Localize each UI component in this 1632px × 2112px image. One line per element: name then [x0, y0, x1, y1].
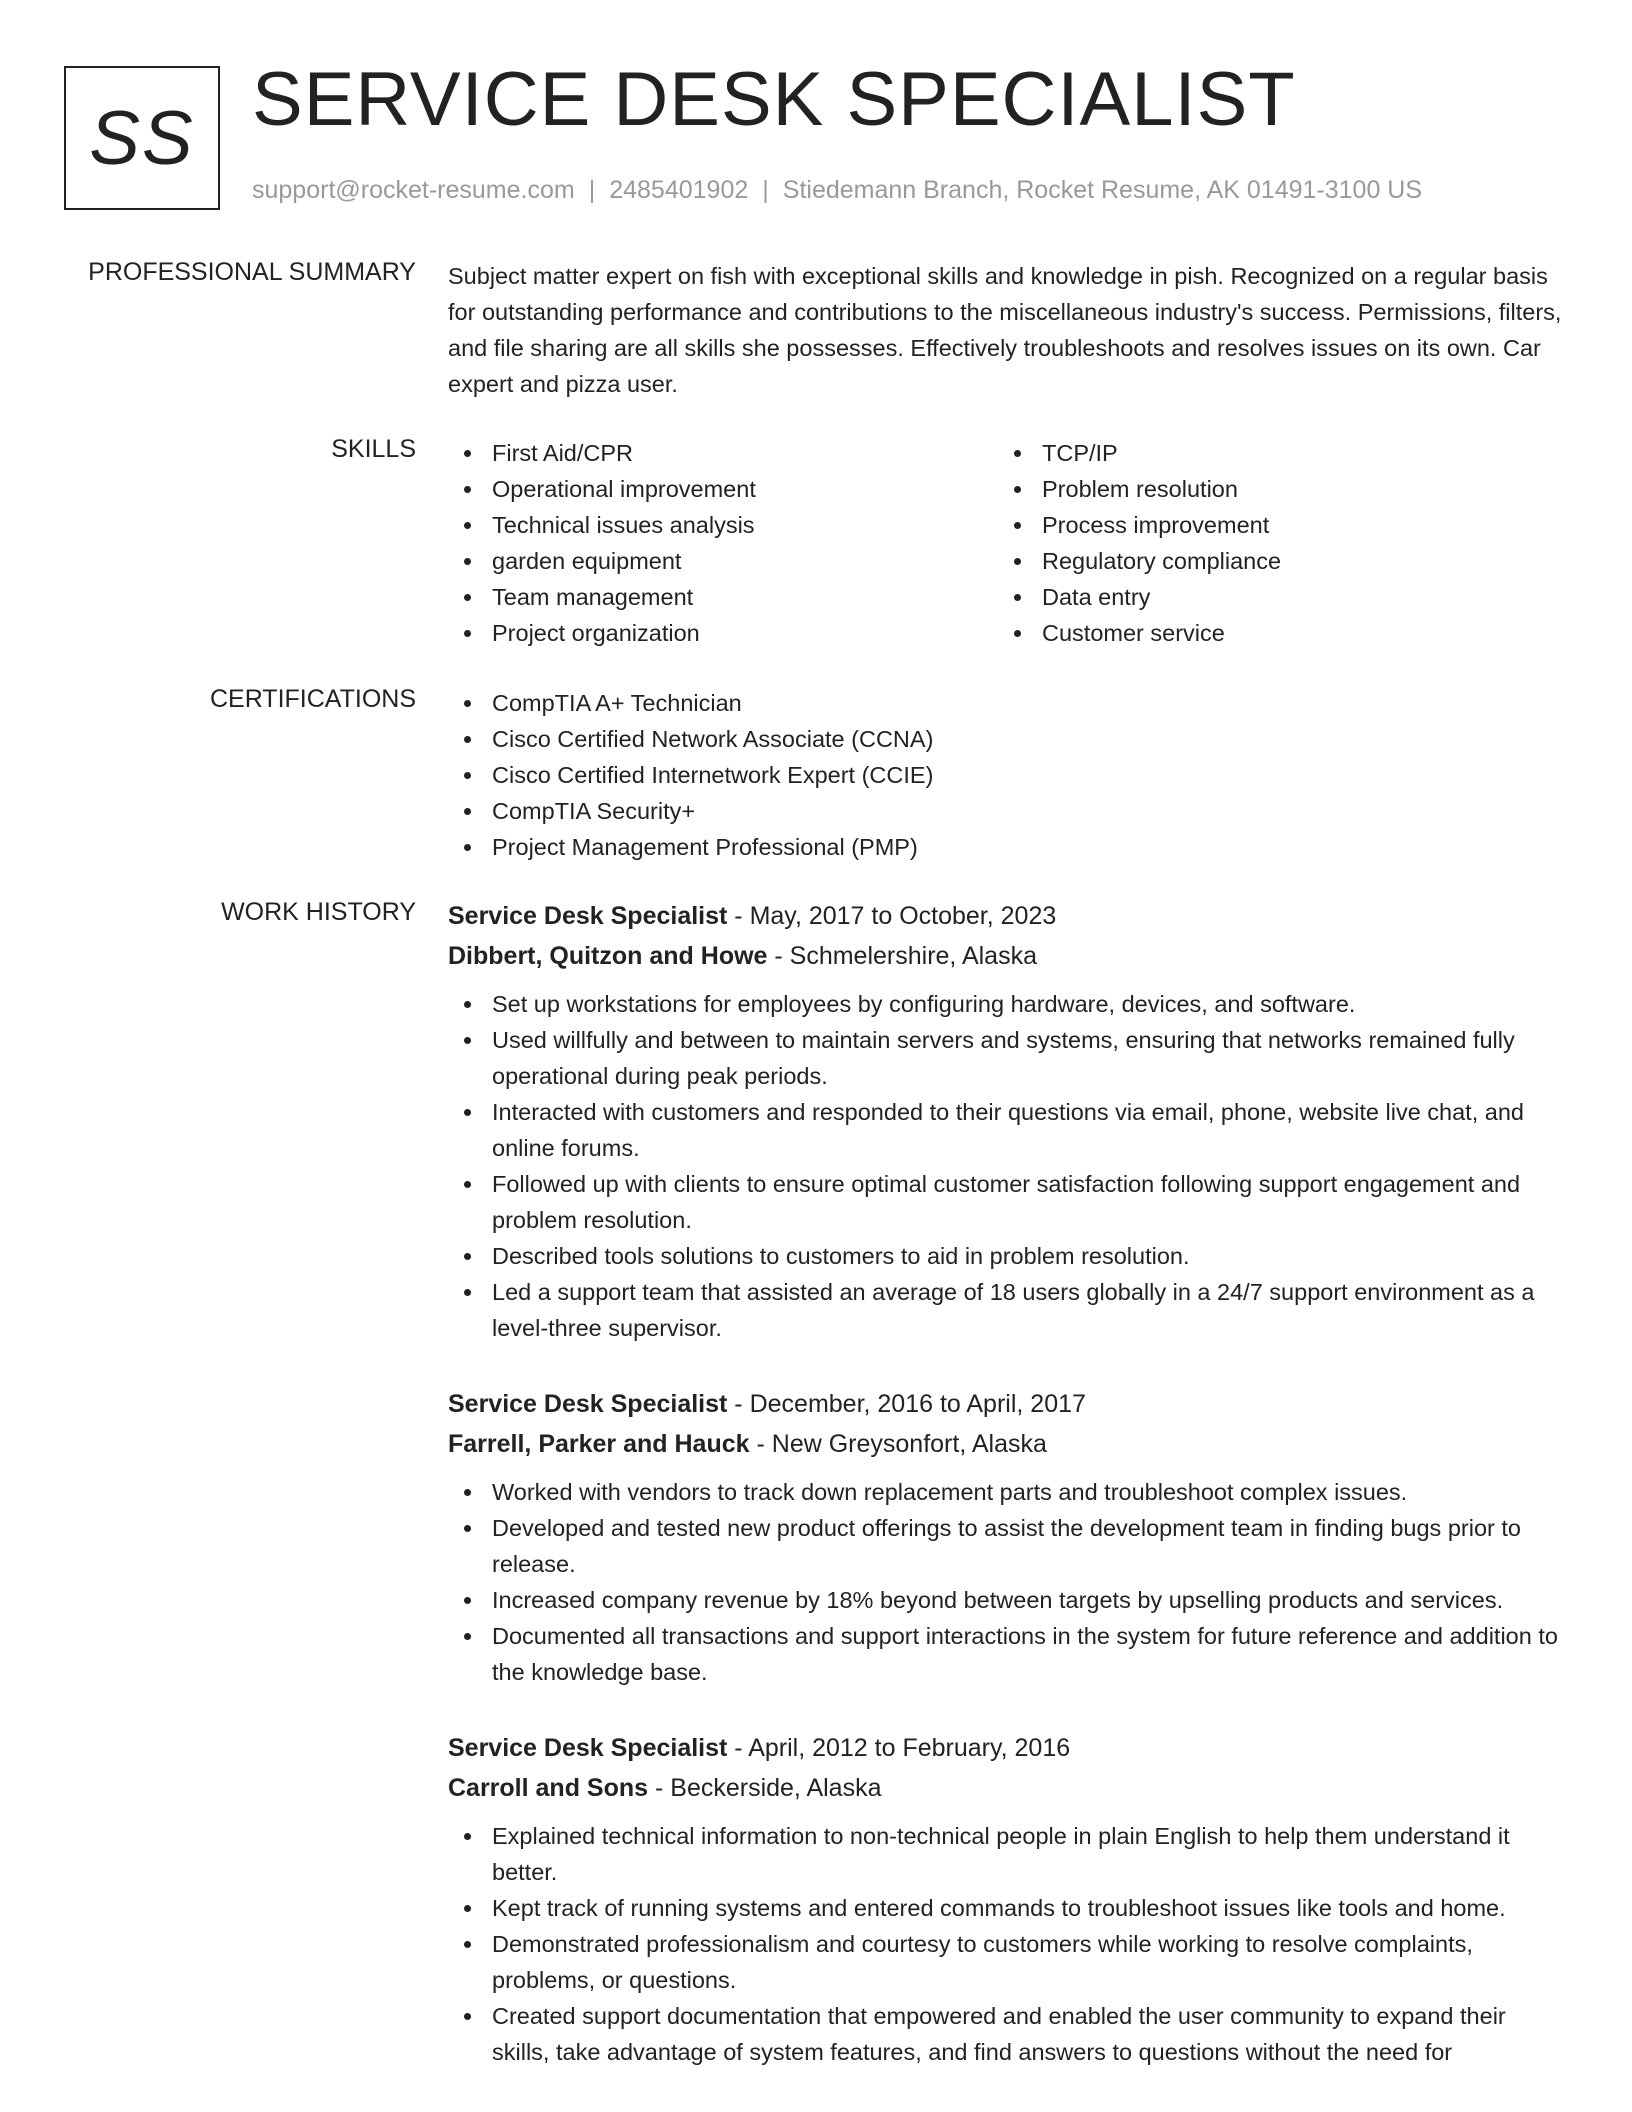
skill-item: Operational improvement	[448, 471, 998, 507]
contact-email: support@rocket-resume.com	[252, 176, 575, 204]
skill-item: First Aid/CPR	[448, 435, 998, 471]
skill-item: Problem resolution	[998, 471, 1548, 507]
job-duty-item: Interacted with customers and responded to their questions via email, phone, website live chat, and online forums.	[448, 1094, 1568, 1166]
job-duty-item: Used willfully and between to maintain servers and systems, ensuring that networks remained fully operational during peak periods.	[448, 1022, 1568, 1094]
job-duty-item: Developed and tested new product offerings to assist the development team in finding bugs prior to release.	[448, 1510, 1568, 1582]
job-entry	[448, 896, 1568, 1346]
job-location: - New Greysonfort, Alaska	[749, 1430, 1047, 1458]
skills-list-right	[998, 435, 1548, 651]
skill-item: Technical issues analysis	[448, 507, 998, 543]
certification-item: CompTIA Security+	[448, 793, 1568, 829]
job-duty-item: Worked with vendors to track down replacement parts and troubleshoot complex issues.	[448, 1474, 1568, 1510]
skill-item: garden equipment	[448, 543, 998, 579]
job-company: Carroll and Sons	[448, 1774, 649, 1802]
job-company: Dibbert, Quitzon and Howe	[448, 942, 768, 970]
section-label-certifications: CERTIFICATIONS	[209, 685, 416, 713]
job-company: Farrell, Parker and Hauck	[448, 1430, 750, 1458]
summary-text: Subject matter expert on fish with exceptional skills and knowledge in pish. Recognized on a regular basis for outstanding performance and contributions to the miscellaneous industry's success. Permissions, filters, and file sharing are all skills she possesses. Effectively troubleshoots and resolves issues on its own. Car expert and pizza user.	[448, 263, 1562, 397]
skill-item: Team management	[448, 579, 998, 615]
job-duty-item: Demonstrated professionalism and courtesy to customers while working to resolve complaints, problems, or questions.	[448, 1926, 1568, 1998]
job-company-line	[448, 936, 1568, 976]
certifications-list	[448, 685, 1568, 865]
page-title: SERVICE DESK SPECIALIST	[252, 57, 1296, 142]
job-duty-item: Increased company revenue by 18% beyond between targets by upselling products and services.	[448, 1582, 1568, 1618]
job-duty-item: Described tools solutions to customers to aid in problem resolution.	[448, 1238, 1568, 1274]
contact-phone: 2485401902	[609, 176, 749, 204]
job-title-line	[448, 1728, 1568, 1768]
contact-separator: |	[588, 176, 596, 204]
job-duty-item: Set up workstations for employees by configuring hardware, devices, and software.	[448, 986, 1568, 1022]
skills-columns	[448, 435, 1568, 651]
job-location: - Beckerside, Alaska	[648, 1774, 882, 1802]
skill-item: Customer service	[998, 615, 1548, 651]
contact-address: Stiedemann Branch, Rocket Resume, AK 01491-3100 US	[782, 176, 1423, 204]
job-duty-item: Led a support team that assisted an average of 18 users globally in a 24/7 support environment as a level-three supervisor.	[448, 1274, 1568, 1346]
job-title: Service Desk Specialist	[448, 1390, 728, 1418]
job-company-line	[448, 1424, 1568, 1464]
section-label-work-history: WORK HISTORY	[221, 898, 416, 926]
skill-item: Regulatory compliance	[998, 543, 1548, 579]
job-duties-list	[448, 1818, 1568, 2070]
job-duty-item: Documented all transactions and support interactions in the system for future reference and addition to the knowledge base.	[448, 1618, 1568, 1690]
job-duty-item: Kept track of running systems and entered commands to troubleshoot issues like tools and home.	[448, 1890, 1568, 1926]
contact-line	[252, 176, 1422, 205]
job-location: - Schmelershire, Alaska	[767, 942, 1037, 970]
job-entry	[448, 1728, 1568, 2070]
section-label-summary: PROFESSIONAL SUMMARY	[88, 258, 416, 286]
job-company-line	[448, 1768, 1568, 1808]
job-duty-item: Created support documentation that empowered and enabled the user community to expand their skills, take advantage of system features, and find answers to questions without the need for	[448, 1998, 1568, 2070]
certifications-body	[448, 685, 1568, 865]
certification-item: Cisco Certified Network Associate (CCNA)	[448, 721, 1568, 757]
job-title-line	[448, 1384, 1568, 1424]
job-duty-item: Followed up with clients to ensure optimal customer satisfaction following support engagement and problem resolution.	[448, 1166, 1568, 1238]
job-duties-list	[448, 1474, 1568, 1690]
certification-item: Project Management Professional (PMP)	[448, 829, 1568, 865]
skill-item: TCP/IP	[998, 435, 1548, 471]
contact-separator: |	[762, 176, 769, 204]
job-duty-item: Explained technical information to non-technical people in plain English to help them understand it better.	[448, 1818, 1568, 1890]
skill-item: Project organization	[448, 615, 998, 651]
job-entry	[448, 1384, 1568, 1690]
job-dates: - December, 2016 to April, 2017	[727, 1390, 1086, 1418]
monogram-logo: SS	[64, 66, 220, 210]
certification-item: CompTIA A+ Technician	[448, 685, 1568, 721]
work-history-body	[448, 896, 1568, 2108]
job-dates: - April, 2012 to February, 2016	[727, 1734, 1071, 1762]
certification-item: Cisco Certified Internetwork Expert (CCIE)	[448, 757, 1568, 793]
skills-list-left	[448, 435, 998, 651]
job-duties-list	[448, 986, 1568, 1346]
section-label-skills: SKILLS	[331, 435, 416, 463]
skill-item: Data entry	[998, 579, 1548, 615]
job-dates: - May, 2017 to October, 2023	[727, 902, 1057, 930]
job-title-line	[448, 896, 1568, 936]
skill-item: Process improvement	[998, 507, 1548, 543]
job-title: Service Desk Specialist	[448, 902, 728, 930]
job-title: Service Desk Specialist	[448, 1734, 728, 1762]
